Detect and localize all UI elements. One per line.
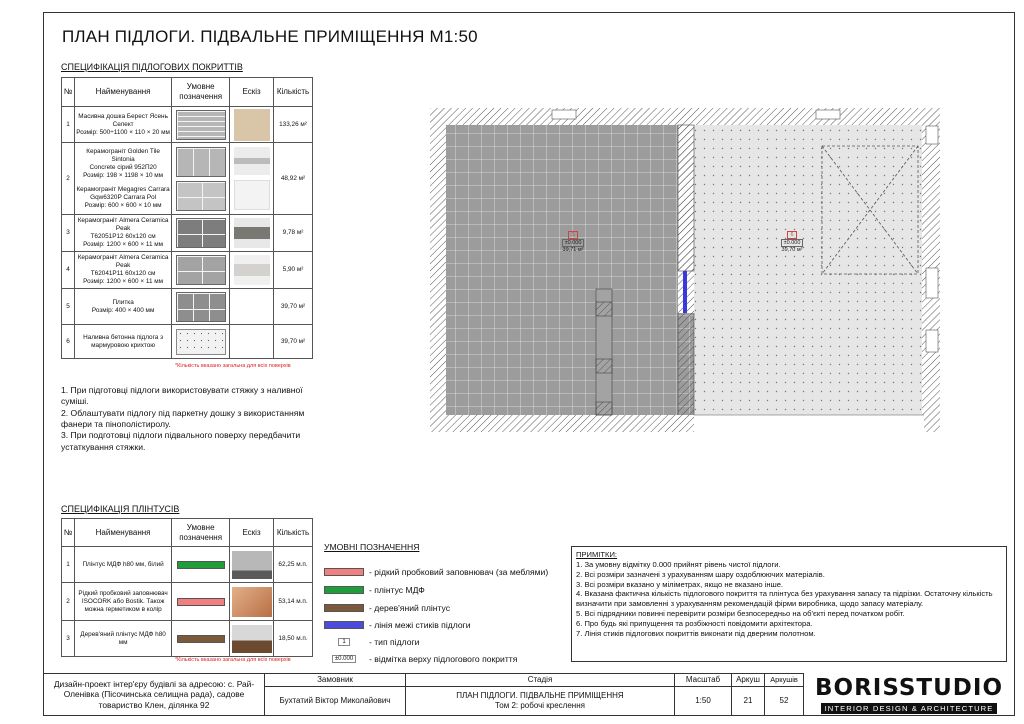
sheet-value: 21 (731, 686, 765, 716)
legend-item: - лінія межі стиків підлоги (324, 619, 584, 631)
floor-symbol-6 (176, 329, 226, 355)
scale-value: 1:50 (674, 686, 732, 716)
title-block (43, 673, 1015, 716)
table-row: 2 Керамограніт Golden Tile Sintonia Concrete сірий 952П20 Розмір: 198 × 1198 × 10 мм Керамограніт Megagres Carrara Gqw6320P Carrara Pol Розмір: 600 × 600 × 10 мм 48,92 м² (62, 143, 313, 215)
legend-heading: УМОВНІ ПОЗНАЧЕННЯ (324, 542, 420, 552)
plinth-spec-heading: СПЕЦИФІКАЦІЯ ПЛІНТУСІВ (61, 504, 180, 514)
window (926, 330, 938, 352)
table-row: 1 Плінтус МДФ h80 мм, білий 62,25 м.п. (62, 547, 313, 583)
plinth-symbol-mdf (177, 561, 225, 569)
legend-item: - плінтус МДФ (324, 584, 584, 596)
stage-value: ПЛАН ПІДЛОГИ. ПІДВАЛЬНЕ ПРИМІЩЕННЯ Том 2: робочі креслення (405, 686, 675, 716)
client-label: Замовник (264, 673, 406, 687)
floor-symbol-5 (176, 292, 226, 322)
project-address: Дизайн-проект інтер'єру будівлі за адресою: с. Рай-Оленівка (Пісочинська селищна рада), садове товариство Клен, ділянка 92 (43, 673, 265, 716)
table-row: 6 Наливна бетонна підлога з мармуровою крихтою 39,70 м² (62, 325, 313, 359)
col-name: Найменування (74, 78, 171, 107)
window (816, 110, 840, 119)
table-row: 4 Керамограніт Almera Ceramica Peak T62041P11 60x120 см Розмір: 1200 × 600 × 11 мм 5,90 м² (62, 252, 313, 289)
legend-item: - рідкий пробковий заповнювач (за меблями) (324, 566, 584, 578)
plinth-symbol-cork (177, 598, 225, 606)
studio-logo: BORISSTUDIO INTERIOR DESIGN & ARCHITECTURE (814, 674, 1003, 714)
table-row: 1 Масивна дошка Берест Ясень Селект Розмір: 500÷1100 × 110 × 20 мм 133,26 м² (62, 107, 313, 143)
remarks-heading: ПРИМІТКИ: (576, 550, 618, 559)
legend-item: ±0.000 - відмітка верху підлогового покриття (324, 653, 584, 665)
partition-wall (678, 125, 694, 271)
floor-sketch-1 (234, 109, 270, 141)
sheets-value: 52 (764, 686, 804, 716)
legend-item: 1 - тип підлоги (324, 636, 584, 648)
legend-item: - дерев'яний плінтус (324, 602, 584, 614)
room-tile-floor (446, 125, 678, 415)
floor-sketch-2b (234, 180, 270, 210)
floor-symbol-2b (176, 181, 226, 211)
floor-sketch-4 (234, 255, 270, 285)
room-a-label: 5 ±0.000 39,71 м² (562, 232, 584, 253)
plinth-spec-footnote: *Кількість вказано загальна для всіх поверхів (175, 657, 291, 663)
page-title: ПЛАН ПІДЛОГИ. ПІДВАЛЬНЕ ПРИМІЩЕННЯ М1:50 (62, 27, 478, 46)
floor-spec-table (61, 77, 313, 359)
floor-spec-heading: СПЕЦИФІКАЦІЯ ПІДЛОГОВИХ ПОКРИТТІВ (61, 62, 243, 72)
table-row: 2 Рідкий пробковий заповнювач ISOCORK або Bostik. Також можна герметиком в колір 53,14 м.п. (62, 583, 313, 621)
window (552, 110, 576, 119)
window (926, 126, 938, 144)
sheet-label: Аркуш (731, 673, 765, 687)
floor-symbol-3 (176, 218, 226, 248)
plinth-sketch-2 (232, 587, 272, 617)
floor-sketch-3 (234, 218, 270, 248)
room-b-label: 6 ±0.000 39,70 м² (781, 232, 803, 253)
floor-spec-footnote: *Кількість вказано загальна для всіх поверхів (175, 363, 291, 369)
scale-label: Масштаб (674, 673, 732, 687)
col-no: № (62, 78, 75, 107)
stage-label: Стадія (405, 673, 675, 687)
client-name: Бухтатий Віктор Миколайович (264, 686, 406, 716)
table-row: 3 Дерев'яний плінтус МДФ h80 мм 18,50 м.п. (62, 621, 313, 657)
sheets-label: Аркушів (764, 673, 804, 687)
plinth-symbol-wood (177, 635, 225, 643)
table-row: 5 Плитка Розмір: 400 × 400 мм 39,70 м² (62, 289, 313, 325)
remarks-box: ПРИМІТКИ: 1. За умовну відмітку 0.000 прийнят рівень чистої підлоги. 2. Всі розміри зазначені з урахуванням шару оздоблюючих матеріалів. 3. Всі розміри вказано у міліметрах, якщо не вказано інше. 4. Вказана фактична кількість підлогового покриття та плінтуса без урахування запасу та підрізки. Остаточну кількість визначити при замовленні з урахуванням рекомендацій фірми виробника, щодо запасу матеріалу. 5. Всі підрядники повинні перевірити розміри безпосередньо на об'єкті перед початком робіт. 6. Про будь які припущення та розбіжності повідомити архітектора. 7. Лінія стиків підлогових покриттів виконати під дверним полотном. (571, 546, 1007, 662)
legend (324, 542, 574, 664)
floor-plan-drawing (430, 108, 940, 432)
col-symbol: Умовне позначення (172, 78, 230, 107)
col-sketch: Ескіз (230, 78, 274, 107)
table-row: 3 Керамограніт Almera Ceramica Peak T62051P12 60x120 см Розмір: 1200 × 600 × 11 мм 9,78 м² (62, 215, 313, 252)
floor-joint-line (683, 271, 687, 313)
plinth-spec-table: № Найменування Умовне позначення Ескіз Кількість 1 Плінтус МДФ h80 мм, білий 62,25 м.п. 2 Рідкий пробковий заповнювач ISOCORK або Bostik. Також можна герметиком в колір 53,14 м.п. 3 Дерев'яний плінтус МДФ h80 мм 18,50 м.п. (61, 518, 313, 657)
floor-sketch-2a (234, 147, 270, 175)
floor-symbol-1 (176, 110, 226, 140)
floor-plan (430, 108, 940, 432)
floor-notes: 1. При підготовці підлоги використовувати стяжку з наливної суміші. 2. Облаштувати підлогу під паркетну дошку з використанням фанери та пінополістиролу. 3. При подготовці підлоги підвального поверху передбачити устаткування стяжки. (61, 385, 305, 452)
plinth-sketch-1 (232, 551, 272, 579)
floor-symbol-2a (176, 147, 226, 177)
room-concrete-floor (694, 125, 922, 415)
col-qty: Кількість (274, 78, 313, 107)
floor-symbol-4 (176, 255, 226, 285)
plinth-sketch-3 (232, 625, 272, 653)
